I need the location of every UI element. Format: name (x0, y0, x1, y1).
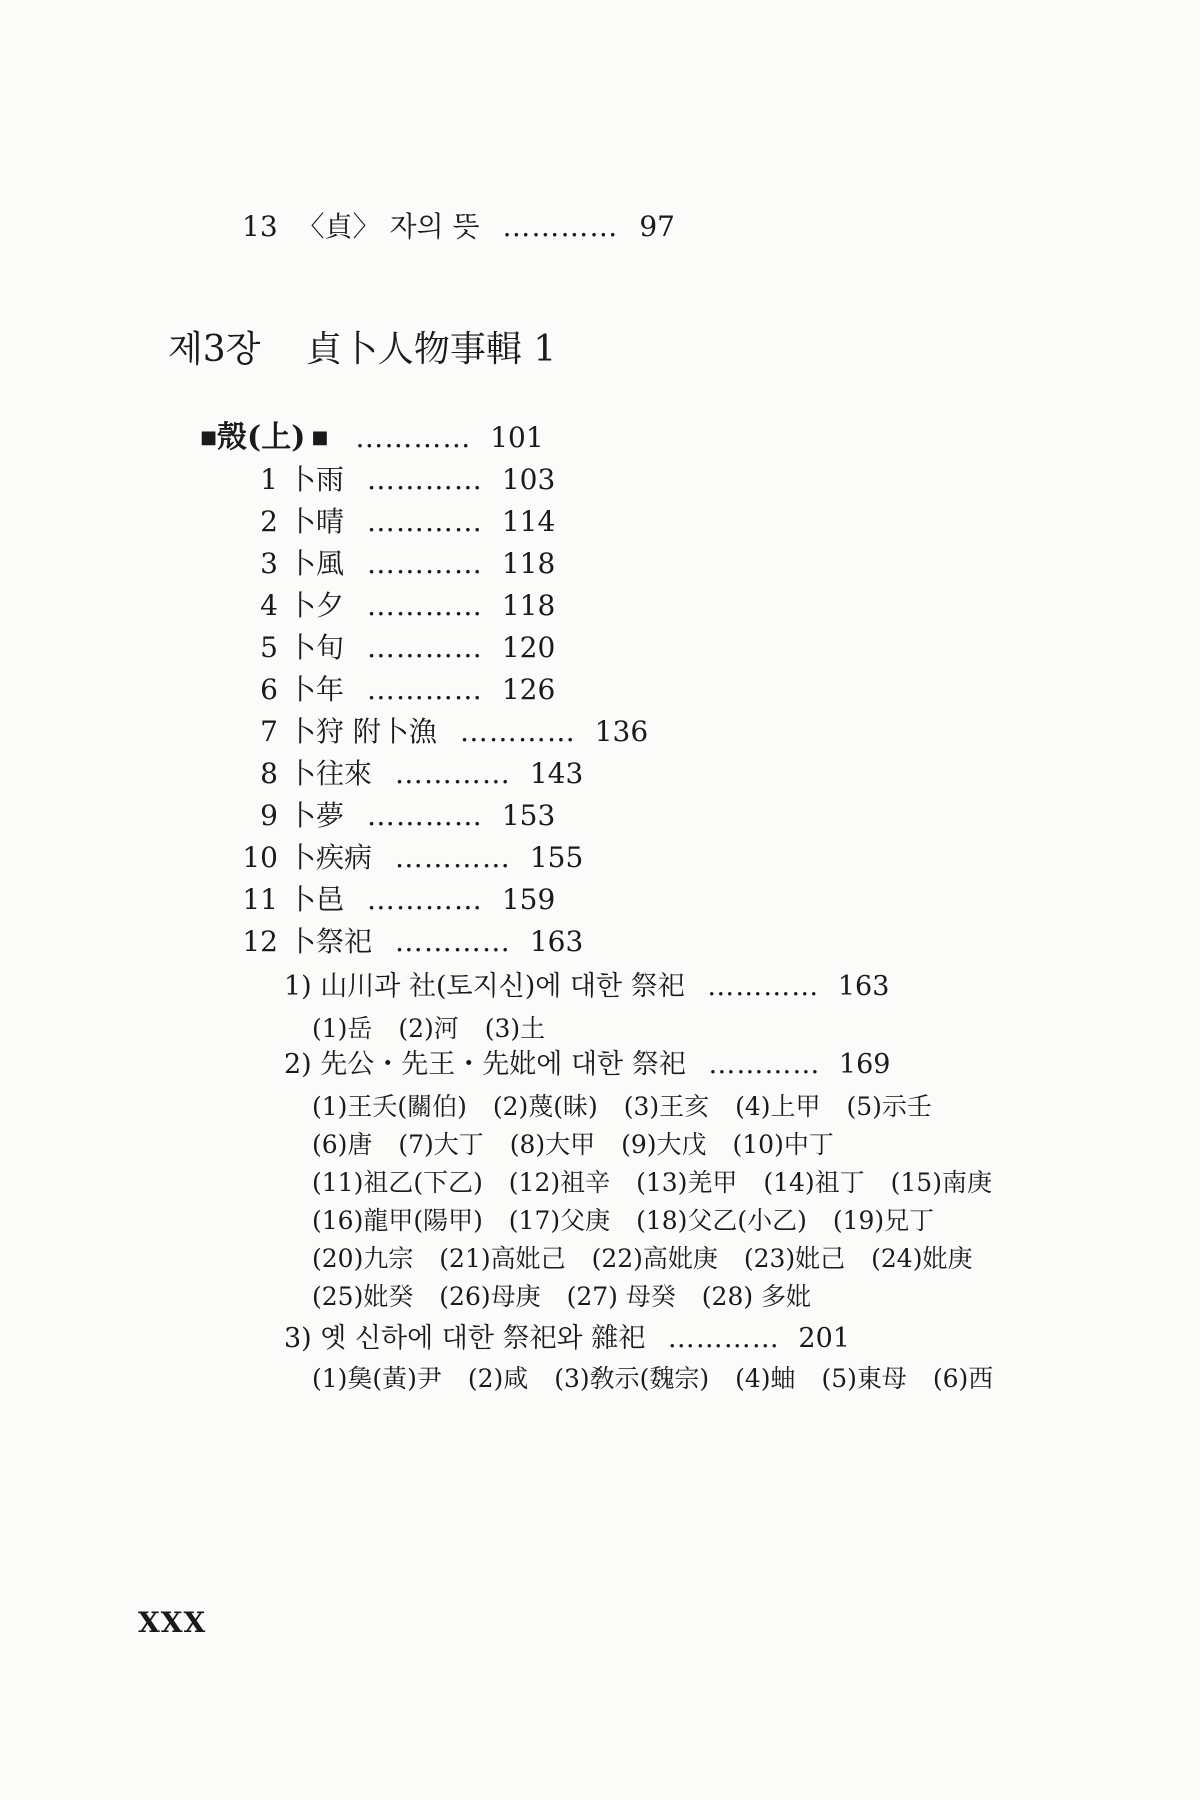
detail-item: (8)大甲 (509, 1130, 596, 1159)
detail-item: (24)妣庚 (871, 1244, 973, 1273)
page-number: 114 (501, 505, 556, 538)
subsection-details (312, 1010, 1028, 1048)
page-number: 155 (529, 841, 584, 874)
detail-item: (5)示壬 (846, 1092, 932, 1121)
page-number: 126 (501, 673, 556, 706)
subsection-heading (284, 1322, 850, 1356)
toc-item (240, 883, 555, 917)
page-number: 163 (529, 925, 584, 958)
detail-item: (20)九宗 (312, 1244, 414, 1273)
detail-item: (15)南庚 (890, 1168, 992, 1197)
page-number: 118 (501, 589, 556, 622)
item-number: 7 (260, 715, 278, 748)
detail-item: (13)羌甲 (636, 1168, 738, 1197)
toc-item (240, 841, 583, 875)
subsection-details (312, 1088, 1028, 1316)
detail-item: (2)蔑(昧) (492, 1092, 598, 1121)
detail-item: (3)敎示(魏宗) (554, 1364, 710, 1393)
item-title: 卜風 (288, 547, 345, 580)
toc-item (240, 589, 555, 623)
item-number: 10 (242, 841, 278, 874)
item-title: 卜狩 附卜漁 (288, 715, 437, 748)
detail-item: (12)祖辛 (508, 1168, 611, 1197)
item-title: 卜邑 (288, 883, 345, 916)
detail-item: (1)㚟(黃)尹 (312, 1364, 442, 1393)
detail-item: (19)兄丁 (832, 1206, 935, 1235)
toc-entry-13 (242, 210, 675, 244)
item-number: 8 (260, 757, 278, 790)
chapter-label: 제3장 (168, 329, 261, 370)
item-number: 5 (260, 631, 278, 664)
leader-dots: ………… (667, 1323, 780, 1354)
leader-dots: ………… (366, 673, 483, 706)
detail-item: (26)母庚 (439, 1282, 541, 1311)
detail-item: (16)龍甲(陽甲) (312, 1206, 483, 1235)
leader-dots: ………… (366, 589, 483, 622)
item-title: 卜祭祀 (288, 925, 373, 958)
detail-item: (25)妣癸 (312, 1282, 414, 1311)
toc-item (240, 631, 555, 665)
page-footer-numeral: XXX (138, 1606, 207, 1639)
item-title: 卜往來 (288, 757, 373, 790)
detail-item: (28) 多妣 (701, 1282, 812, 1311)
leader-dots: ………… (707, 971, 820, 1002)
detail-item: (2)河 (398, 1014, 459, 1043)
item-number: 6 (260, 673, 278, 706)
detail-item: (27) 母癸 (566, 1282, 676, 1311)
item-number: 9 (260, 799, 278, 832)
item-number: 4 (260, 589, 278, 622)
leader-dots: ………… (366, 883, 483, 916)
detail-item: (6)唐 (312, 1130, 373, 1159)
square-bullet-icon: ■ (311, 427, 329, 448)
page-number: 118 (501, 547, 556, 580)
leader-dots: ………… (366, 463, 483, 496)
subsection-heading (284, 970, 889, 1004)
detail-item: (11)祖乙(下乙) (312, 1168, 483, 1197)
leader-dots: ………… (366, 547, 483, 580)
detail-item: (4)蚰 (735, 1364, 796, 1393)
detail-item: (1)王夭(關伯) (312, 1092, 467, 1121)
toc-item (240, 715, 648, 749)
item-number: 12 (242, 925, 278, 958)
detail-item: (4)上甲 (735, 1092, 821, 1121)
leader-dots: ………… (394, 841, 511, 874)
item-title: 卜雨 (288, 463, 345, 496)
detail-item: (14)祖丁 (763, 1168, 865, 1197)
toc-item (240, 505, 555, 539)
item-number: 11 (242, 883, 278, 916)
leader-dots: ………… (708, 1049, 821, 1080)
page-number: 136 (594, 715, 649, 748)
detail-item: (18)父乙(小乙) (636, 1206, 807, 1235)
page-number: 120 (501, 631, 556, 664)
item-title: 卜夢 (288, 799, 345, 832)
leader-dots: ………… (366, 505, 483, 538)
page-number: 101 (490, 421, 544, 454)
subsection-heading (284, 1048, 890, 1082)
section-title: 殼(上) (217, 420, 306, 455)
toc-item (240, 799, 555, 833)
detail-item: (1)岳 (312, 1014, 373, 1043)
detail-item: (3)土 (484, 1014, 546, 1043)
page-number: 169 (838, 1049, 891, 1080)
detail-item: (2)咸 (467, 1364, 529, 1393)
page-number: 97 (639, 210, 675, 243)
detail-item: (17)父庚 (508, 1206, 611, 1235)
detail-item: (21)高妣己 (439, 1244, 566, 1273)
detail-item: (22)高妣庚 (591, 1244, 718, 1273)
page-number: 103 (501, 463, 556, 496)
page-number: 143 (529, 757, 584, 790)
leader-dots: ………… (366, 631, 483, 664)
item-title: 卜晴 (288, 505, 345, 538)
toc-item (240, 463, 555, 497)
toc-item (240, 547, 555, 581)
item-number: 2 (260, 505, 278, 538)
square-bullet-icon: ■ (200, 427, 218, 448)
subsection-details (312, 1360, 1028, 1398)
detail-item: (10)中丁 (732, 1130, 834, 1159)
chapter-heading (168, 328, 556, 372)
page-number: 153 (501, 799, 556, 832)
item-title: 卜夕 (288, 589, 345, 622)
subsection-label: 2) 先公・先王・先妣에 대한 祭祀 (284, 1049, 686, 1080)
toc-item (240, 925, 583, 959)
page-number: 159 (501, 883, 556, 916)
toc-item (240, 673, 555, 707)
detail-item: (23)妣己 (743, 1244, 846, 1273)
item-title: 卜旬 (288, 631, 345, 664)
detail-item: (3)王亥 (623, 1092, 710, 1121)
leader-dots: ………… (459, 715, 576, 748)
chapter-title: 貞卜人物事輯 1 (305, 329, 557, 370)
page-number: 163 (837, 971, 890, 1002)
section-heading (200, 421, 544, 455)
entry-title: 〈貞〉 자의 뜻 (296, 210, 480, 243)
detail-item: (6)西 (932, 1364, 994, 1393)
toc-item (240, 757, 583, 791)
subsection-label: 3) 옛 신하에 대한 祭祀와 雜祀 (284, 1323, 646, 1354)
page-number: 201 (798, 1323, 850, 1354)
leader-dots: ………… (394, 925, 511, 958)
detail-item: (5)東母 (821, 1364, 907, 1393)
subsection-label: 1) 山川과 社(토지신)에 대한 祭祀 (284, 971, 685, 1002)
detail-item: (9)大戊 (621, 1130, 707, 1159)
item-number: 1 (260, 463, 278, 496)
item-title: 卜年 (288, 673, 345, 706)
entry-number: 13 (242, 210, 278, 243)
leader-dots: ………… (366, 799, 483, 832)
item-number: 3 (260, 547, 278, 580)
leader-dots: ………… (394, 757, 511, 790)
leader-dots: ………… (502, 210, 619, 243)
detail-item: (7)大丁 (398, 1130, 484, 1159)
leader-dots: ………… (355, 421, 472, 454)
item-title: 卜疾病 (288, 841, 373, 874)
